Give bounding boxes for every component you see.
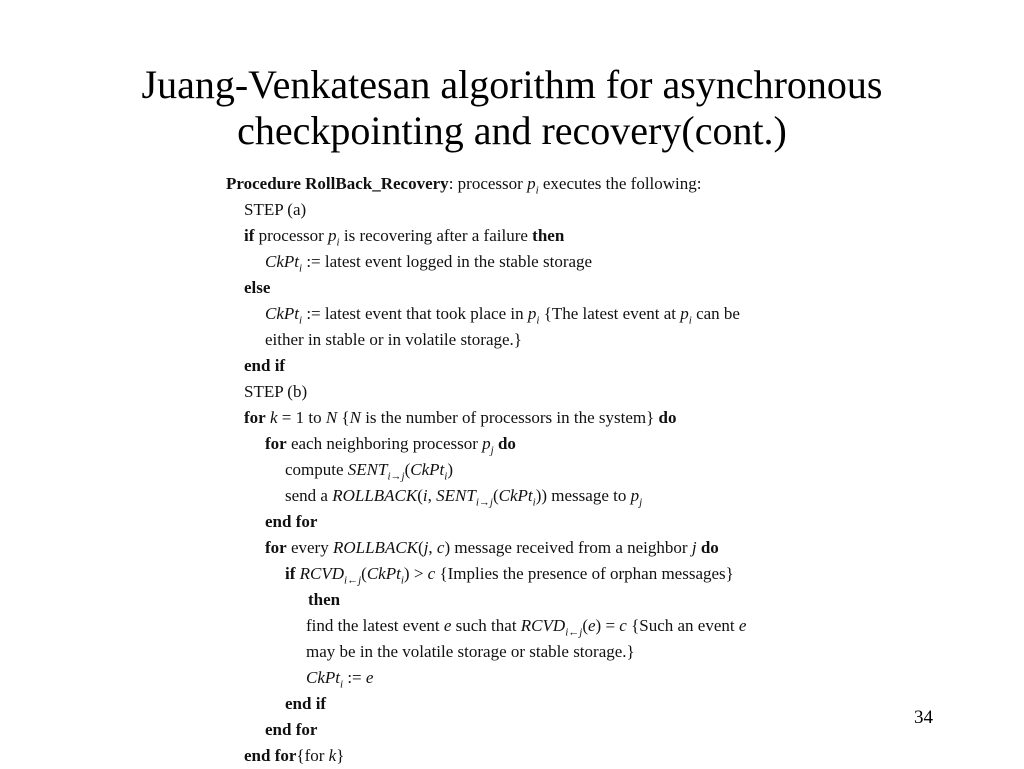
algorithm-block xyxy=(226,171,866,769)
algo-line-compute-sent: compute $SENT_{i\to j}(CkPt_i)$ xyxy=(285,460,454,483)
algo-line-if-recovering: if processor $p_i$ is recovering after a failure then xyxy=(244,226,565,249)
page-number: 34 xyxy=(914,707,933,728)
algo-line-end-for-2: end for xyxy=(265,720,318,739)
title-line-2: checkpointing and recovery(cont.) xyxy=(237,108,787,153)
algo-line-else: else xyxy=(244,278,271,297)
algo-line-find-latest: find the latest event e such that $RCVD_{i\leftarrow j}(e) = c$ {Such an event e xyxy=(306,616,747,639)
algo-line-for-k: for k = 1 to N {N is the number of processors in the system} do xyxy=(244,408,677,427)
algo-line-step-b: STEP (b) xyxy=(244,382,308,401)
algo-line-ckpt-took-place: CkPt$_i$ := latest event that took place in $p_i$ {The latest event at $p_i$ can be xyxy=(265,304,740,327)
procedure-keyword: Procedure RollBack_Recovery xyxy=(226,174,449,193)
algo-line-for-every-rollback: for every ROLLBACK(j, c) message received from a neighbor j do xyxy=(265,538,719,557)
algo-line-end-for-k: end for{for k} xyxy=(244,746,345,765)
algo-line-end-for-1: end for xyxy=(265,512,318,531)
algo-line-if-rcvd: if $RCVD_{i\leftarrow j}(CkPt_i) > c$ {Implies the presence of orphan messages} xyxy=(285,564,734,587)
algo-line-procedure: Procedure RollBack_Recovery: processor $p_i$ executes the following: xyxy=(226,174,702,197)
algo-line-then: then xyxy=(308,590,341,609)
algo-line-end-if-2: end if xyxy=(285,694,327,713)
title-line-1: Juang-Venkatesan algorithm for asynchronous xyxy=(141,62,883,107)
algo-line-for-neighbor: for each neighboring processor $p_j$ do xyxy=(265,434,516,457)
algo-line-end-if: end if xyxy=(244,356,286,375)
algo-line-step-a: STEP (a) xyxy=(244,200,307,219)
algo-line-storage-note: either in stable or in volatile storage.} xyxy=(265,330,522,349)
algo-line-send-rollback: send a ROLLBACK(i, $SENT_{i\to j}(CkPt_i)$) message to $p_j$ xyxy=(285,486,643,509)
algo-line-ckpt-e: CkPt$_i$ := e xyxy=(306,668,374,691)
algo-line-ckpt-logged: CkPt$_i$ := latest event logged in the stable storage xyxy=(265,252,593,275)
algo-line-may-be: may be in the volatile storage or stable storage.} xyxy=(306,642,635,661)
slide-title xyxy=(0,62,1024,154)
